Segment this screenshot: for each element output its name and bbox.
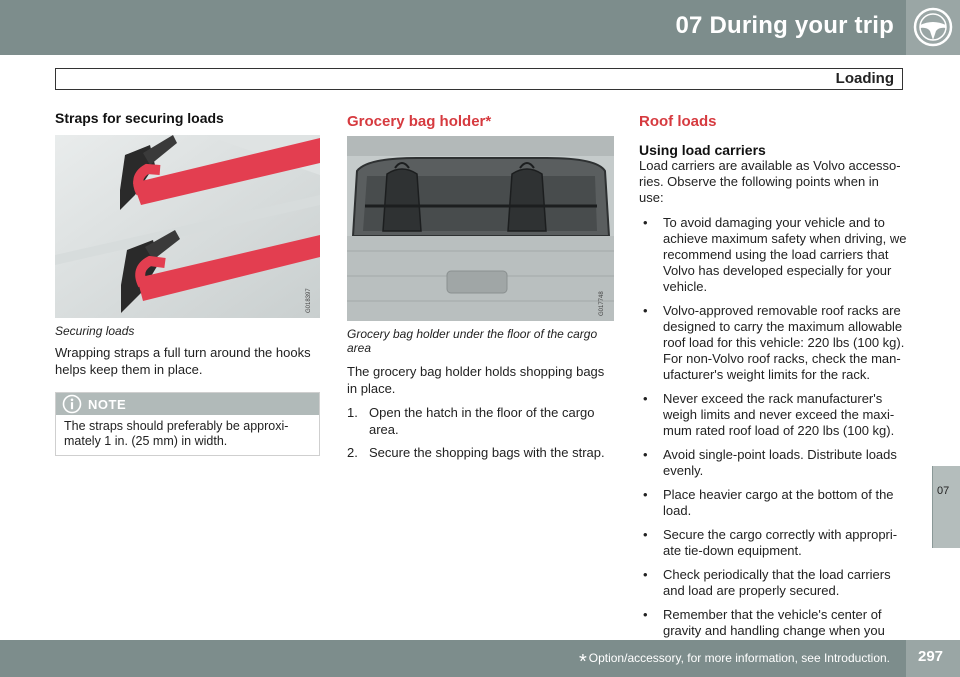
grocery-steps bbox=[347, 404, 614, 461]
step-item: 1. Open the hatch in the floor of the cargo area. bbox=[347, 405, 595, 437]
bullet-item: • Never exceed the rack manufacturer's weigh limits and never exceed the maxi-mum rated roof load of 220 lbs (100 kg). bbox=[643, 391, 895, 438]
grocery-illustration bbox=[347, 136, 614, 321]
straps-body: Wrapping straps a full turn around the hooks helps keep them in place. bbox=[55, 345, 311, 377]
note-header bbox=[56, 393, 319, 415]
straps-illustration bbox=[55, 135, 320, 318]
note-box bbox=[55, 392, 320, 456]
bullet-item: • Avoid single-point loads. Distribute loads evenly. bbox=[643, 447, 897, 478]
bullet-item: • Place heavier cargo at the bottom of the load. bbox=[643, 487, 894, 518]
note-text: The straps should preferably be approxi-mately 1 in. (25 mm) in width. bbox=[64, 419, 289, 448]
bullet-item: • Check periodically that the load carriers and load are properly secured. bbox=[643, 567, 891, 598]
bullet-item: • Secure the cargo correctly with appropri-ate tie-down equipment. bbox=[643, 527, 898, 558]
chapter-side-tab bbox=[932, 466, 960, 548]
chapter-side-tab-label: 07 bbox=[937, 485, 950, 497]
note-title: NOTE bbox=[88, 397, 127, 412]
straps-heading: Straps for securing loads bbox=[55, 110, 224, 126]
info-icon bbox=[62, 394, 82, 414]
grocery-figure bbox=[347, 136, 614, 321]
bullet-item: • To avoid damaging your vehicle and to achieve maximum safety when driving, we recommend using the load carriers that Volvo has developed especially for your vehicle. bbox=[643, 215, 907, 294]
column-roof bbox=[639, 113, 907, 663]
chapter-title: 07 During your trip bbox=[675, 12, 894, 39]
step-item: 2. Secure the shopping bags with the strap. bbox=[347, 445, 605, 460]
grocery-caption: Grocery bag holder under the floor of the cargo area bbox=[347, 327, 598, 355]
column-straps bbox=[55, 110, 320, 456]
footer-note bbox=[579, 651, 890, 674]
roof-bullets bbox=[639, 215, 907, 655]
roof-heading: Roof loads bbox=[639, 113, 717, 130]
grocery-heading: Grocery bag holder* bbox=[347, 113, 492, 130]
straps-figure-id: G018397 bbox=[306, 288, 312, 313]
roof-intro: Load carriers are available as Volvo accesso-ries. Observe the following points when in use: bbox=[639, 158, 901, 205]
bullet-item: • Remember that the vehicle's center of gravity and handling change when you bbox=[643, 607, 885, 638]
section-label: Loading bbox=[835, 70, 894, 87]
footer-note-text: Option/accessory, for more information, see Introduction. bbox=[588, 651, 890, 665]
section-bar bbox=[55, 68, 903, 90]
straps-caption: Securing loads bbox=[55, 324, 135, 338]
straps-figure bbox=[55, 135, 320, 318]
page-number: 297 bbox=[918, 648, 944, 665]
bullet-item: • Volvo-approved removable roof racks are designed to carry the maximum allowable roof load for this vehicle: 220 lbs (100 kg). For non-Volvo roof racks, check the man-ufacturer's weight limits for the rack. bbox=[643, 303, 905, 382]
grocery-figure-id: G017748 bbox=[599, 291, 605, 316]
footer-star: * bbox=[578, 651, 587, 673]
steering-wheel-icon bbox=[906, 0, 960, 55]
grocery-body: The grocery bag holder holds shopping bags in place. bbox=[347, 364, 605, 396]
column-grocery bbox=[347, 113, 614, 467]
chapter-icon-box bbox=[906, 0, 960, 55]
roof-subheading: Using load carriers bbox=[639, 142, 766, 158]
